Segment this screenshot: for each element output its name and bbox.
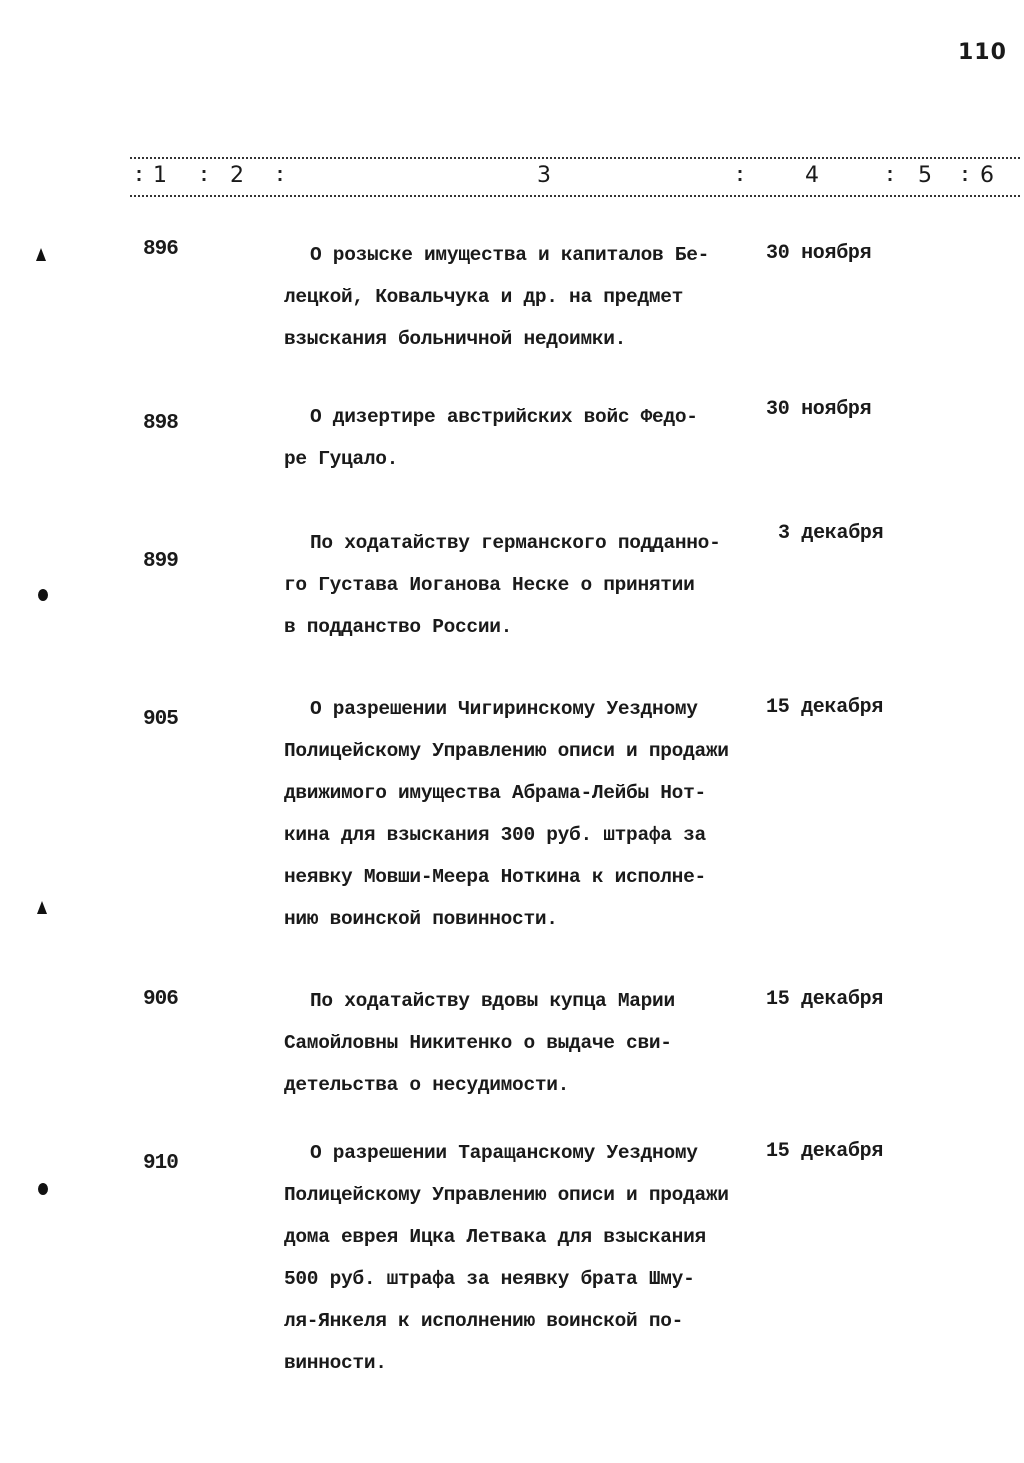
entry-date: 3 декабря: [778, 522, 884, 545]
entry-number: 896: [143, 238, 178, 261]
entry-line: движимого имущества Абрама-Лейбы Нот-: [284, 782, 706, 804]
entry-line: лецкой, Ковальчука и др. на предмет: [284, 286, 684, 308]
entry-line: дома еврея Ицка Летвака для взыскания: [284, 1226, 706, 1248]
entry-number: 898: [143, 412, 178, 435]
column-separator: :: [198, 165, 211, 188]
entry-number: 910: [143, 1152, 178, 1175]
column-separator: :: [959, 165, 972, 188]
column-header-5: 5: [918, 163, 932, 188]
entry-date: 15 декабря: [766, 696, 884, 719]
entry-date: 15 декабря: [766, 1140, 884, 1163]
entry-line: кина для взыскания 300 руб. штрафа за: [284, 824, 706, 846]
entry-number: 905: [143, 708, 178, 731]
entry-line: ля-Янкеля к исполнению воинской по-: [284, 1310, 684, 1332]
column-separator: :: [133, 165, 146, 188]
entry-line: взыскания больничной недоимки.: [284, 328, 627, 350]
entry-line: Полицейскому Управлению описи и продажи: [284, 1184, 729, 1206]
entry-number: 906: [143, 988, 178, 1011]
page-number: 110: [958, 40, 1007, 65]
entry-description: [284, 234, 764, 360]
column-header-3: 3: [537, 163, 551, 188]
entry-line: О разрешении Таращанскому Уездному: [310, 1142, 698, 1164]
entry-date: 15 декабря: [766, 988, 884, 1011]
entry-date: 30 ноября: [766, 398, 872, 421]
entry-line: го Густава Иоганова Неске о принятии: [284, 574, 695, 596]
column-header-2: 2: [230, 163, 244, 188]
entry-line: О розыске имущества и капиталов Бе-: [310, 244, 710, 266]
entry-line: О дизертире австрийских войс Федо-: [310, 406, 698, 428]
punch-hole-mark: [36, 1180, 50, 1196]
entry-date: 30 ноября: [766, 242, 872, 265]
punch-hole-mark: [34, 247, 48, 263]
column-header-6: 6: [980, 163, 994, 188]
entry-line: детельства о несудимости.: [284, 1074, 570, 1096]
entry-line: Полицейскому Управлению описи и продажи: [284, 740, 729, 762]
entry-line: в подданство России.: [284, 616, 513, 638]
entry-line: По ходатайству германского подданно-: [310, 532, 721, 554]
column-separator: :: [274, 165, 287, 188]
entry-description: [284, 688, 764, 940]
column-separator: :: [884, 165, 897, 188]
header-rule-bottom: [130, 195, 1020, 197]
entry-description: [284, 980, 764, 1106]
column-header-1: 1: [153, 163, 167, 188]
column-separator: :: [734, 165, 747, 188]
entry-number: 899: [143, 550, 178, 573]
punch-hole-mark: [36, 586, 50, 602]
header-rule-top: [130, 157, 1020, 159]
entry-line: неявку Мовши-Меера Ноткина к исполне-: [284, 866, 706, 888]
entry-line: нию воинской повинности.: [284, 908, 558, 930]
entry-description: [284, 522, 764, 648]
entry-line: О разрешении Чигиринскому Уездному: [310, 698, 698, 720]
entry-line: По ходатайству вдовы купца Марии: [310, 990, 675, 1012]
entry-description: [284, 1132, 764, 1384]
entry-line: ре Гуцало.: [284, 448, 399, 470]
punch-hole-mark: [35, 900, 49, 916]
entry-description: [284, 396, 764, 480]
column-header-4: 4: [805, 163, 819, 188]
entry-line: 500 руб. штрафа за неявку брата Шму-: [284, 1268, 695, 1290]
entry-line: Самойловны Никитенко о выдаче сви-: [284, 1032, 672, 1054]
entry-line: винности.: [284, 1352, 387, 1374]
